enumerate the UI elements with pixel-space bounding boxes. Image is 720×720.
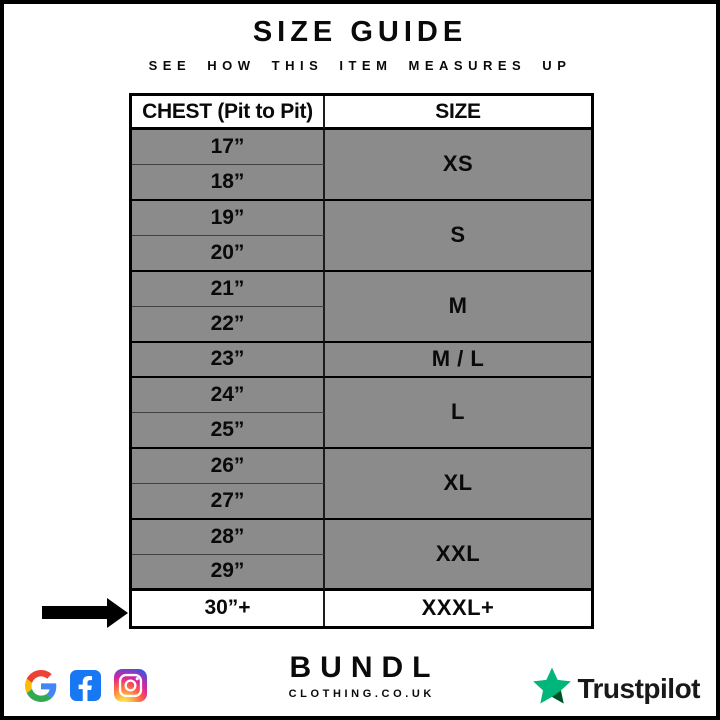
trustpilot-wordmark: Trustpilot — [577, 672, 700, 704]
chest-cell: 22” — [132, 307, 325, 342]
chest-cell-highlighted: 30”+ — [132, 591, 325, 626]
size-cell: XXL — [325, 520, 591, 591]
chest-cell: 18” — [132, 165, 325, 200]
page-subtitle: SEE HOW THIS ITEM MEASURES UP — [148, 58, 572, 73]
size-cell-highlighted: XXXL+ — [421, 595, 495, 621]
size-cell: M / L — [325, 343, 591, 378]
google-icon — [25, 670, 57, 702]
chest-cell: 27” — [132, 484, 325, 519]
chest-cell: 20” — [132, 236, 325, 271]
chest-cell: 29” — [132, 555, 325, 590]
chest-cell: 26” — [132, 449, 325, 484]
chest-cell: 21” — [132, 272, 325, 307]
trustpilot-star-icon — [532, 666, 572, 711]
chest-cell: 24” — [132, 378, 325, 413]
chest-cell: 25” — [132, 413, 325, 448]
arrow-shaft — [42, 606, 108, 619]
facebook-icon — [70, 670, 101, 701]
chest-cell: 17” — [132, 130, 325, 165]
size-cell: XS — [325, 130, 591, 201]
trustpilot-logo — [532, 666, 700, 711]
size-guide-table — [129, 93, 594, 629]
page-title: SIZE GUIDE — [252, 16, 468, 48]
column-header-chest: CHEST (Pit to Pit) — [132, 96, 325, 130]
instagram-icon — [114, 669, 147, 702]
chest-cell: 23” — [132, 343, 325, 378]
brand-domain: CLOTHING.CO.UK — [288, 688, 435, 700]
brand-logo — [288, 651, 440, 700]
chest-cell: 19” — [132, 201, 325, 236]
social-icons — [25, 669, 147, 702]
column-header-size: SIZE — [325, 96, 591, 130]
size-cell: S — [325, 201, 591, 272]
size-cell: XL — [325, 449, 591, 520]
size-cell: L — [325, 378, 591, 449]
brand-name: BUNDL — [289, 651, 440, 684]
chest-cell: 28” — [132, 520, 325, 555]
arrow-head — [107, 598, 128, 628]
size-cell: M — [325, 272, 591, 343]
